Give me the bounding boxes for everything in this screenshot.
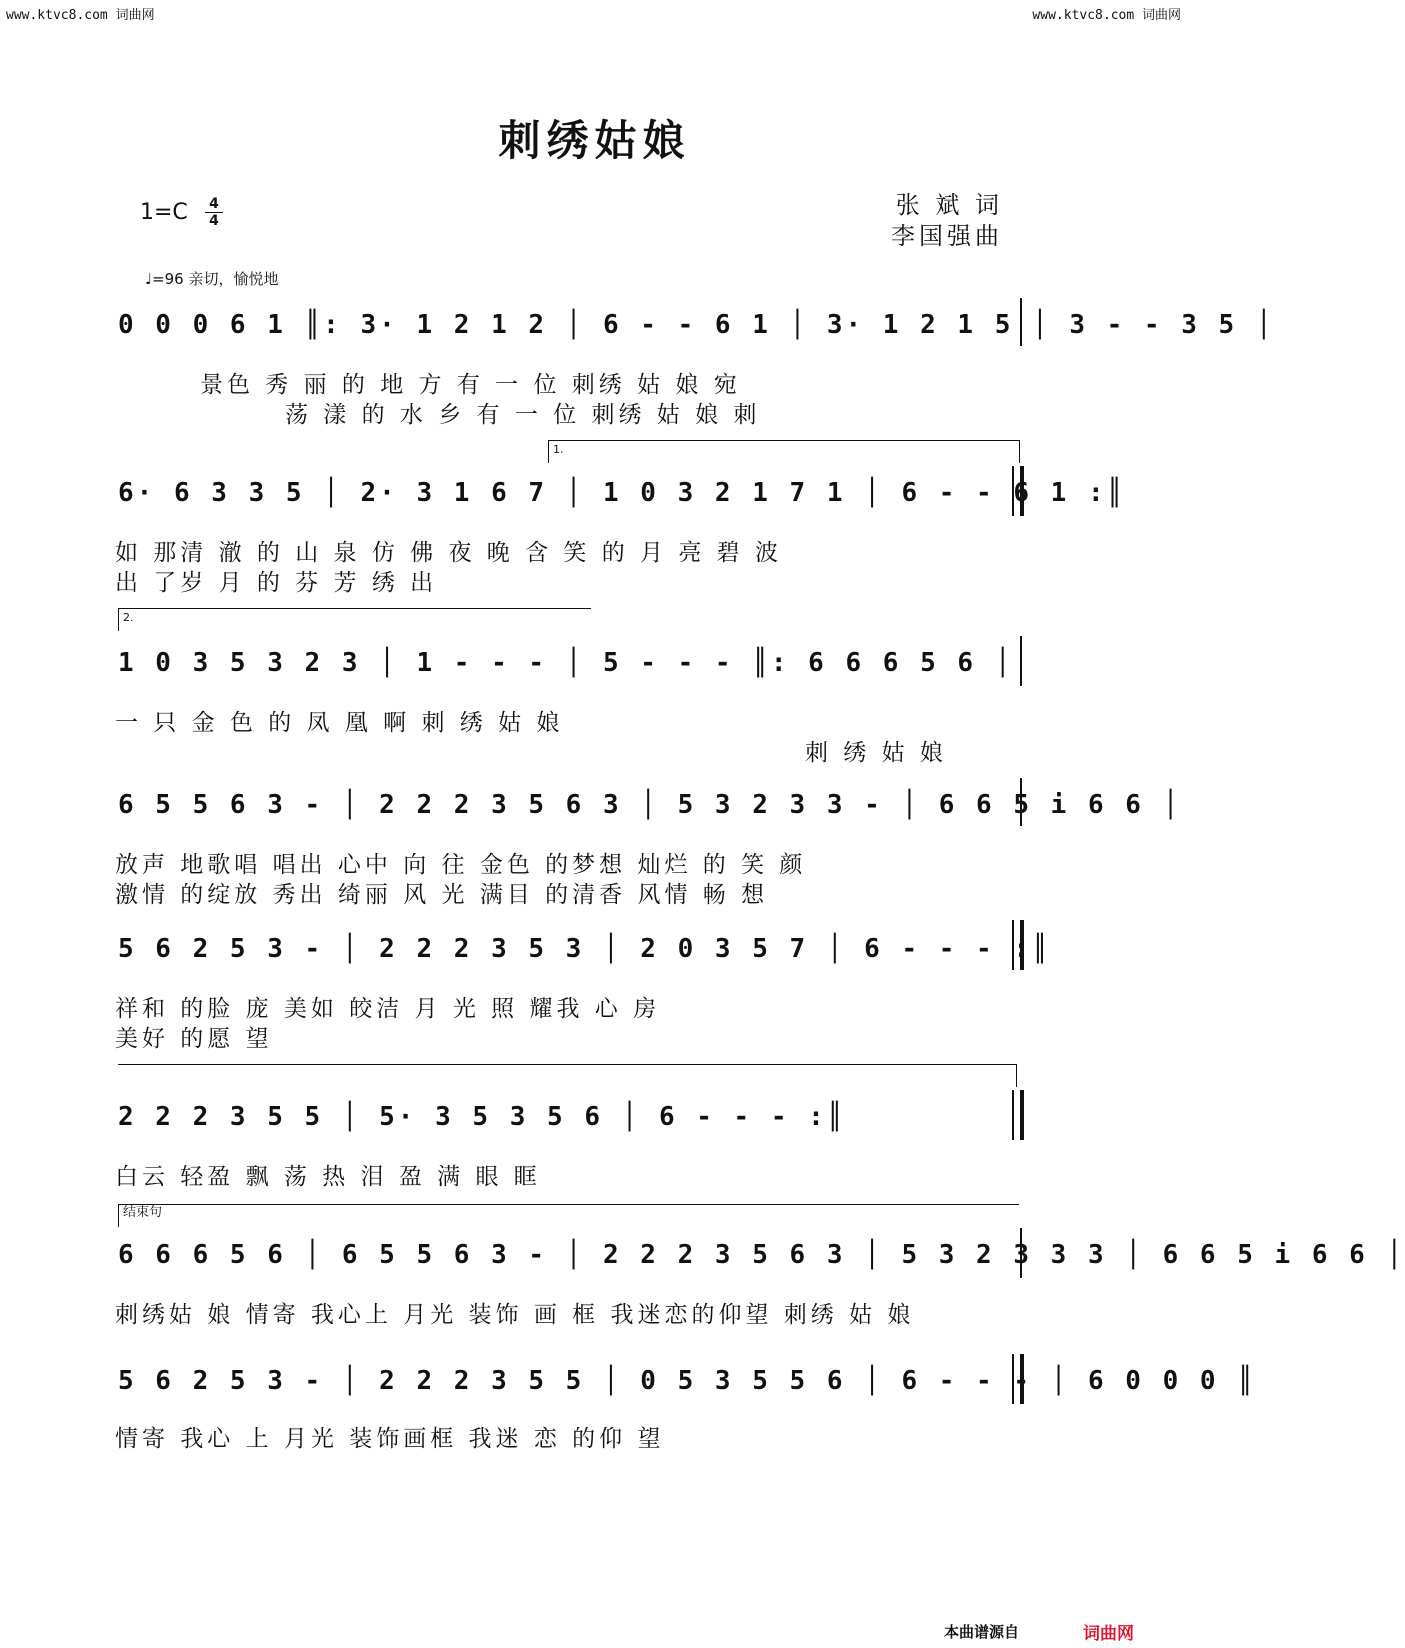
credits xyxy=(891,190,1003,252)
page-title: 刺绣姑娘 xyxy=(498,116,691,165)
repeat-end-barline xyxy=(1012,920,1024,970)
tempo-marking: ♩=96 亲切，愉悦地 xyxy=(145,270,279,288)
lyrics-line-1a: 景色 秀 丽 的 地 方 有 一 位 刺绣 姑 娘 宛 xyxy=(200,372,741,398)
notes-line-1: 0 0 0 6 1 ║: 3· 1 2 1 2 │ 6 - - 6 1 │ 3· 1 2 1 5 │ 3 - - 3 5 │ xyxy=(118,310,1275,340)
lyrics-line-3b: 刺 绣 姑 娘 xyxy=(805,740,947,766)
composer: 李国强曲 xyxy=(891,222,1003,250)
notes-line-8: 5 6 2 5 3 - │ 2 2 2 3 5 5 │ 0 5 3 5 5 6 │ 6 - - - │ 6 0 0 0 ║ xyxy=(118,1366,1256,1396)
notes-line-3: 1 0 3 5 3 2 3 │ 1 - - - │ 5 - - - ║: 6 6 6 5 6 │ xyxy=(118,648,1014,678)
lyrics-line-5a: 祥和 的脸 庞 美如 皎洁 月 光 照 耀我 心 房 xyxy=(115,996,661,1022)
time-signature: 4 4 xyxy=(205,196,223,229)
volta-1-bracket: 1. xyxy=(548,440,1020,463)
notes-line-4: 6 5 5 6 3 - │ 2 2 2 3 5 6 3 │ 5 3 2 3 3 - │ 6 6 5 i 6 6 │ xyxy=(118,790,1182,820)
notes-line-6: 2 2 2 3 5 5 │ 5· 3 5 3 5 6 │ 6 - - - :║ xyxy=(118,1102,846,1132)
lyrics-line-7a: 刺绣姑 娘 情寄 我心上 月光 装饰 画 框 我迷恋的仰望 刺绣 姑 娘 xyxy=(115,1302,915,1328)
lyricist: 张 斌 词 xyxy=(895,191,1003,219)
watermark-right: www.ktvc8.com 词曲网 xyxy=(1032,8,1181,23)
section-bracket xyxy=(118,1064,1017,1087)
notes-line-2: 6· 6 3 3 5 │ 2· 3 1 6 7 │ 1 0 3 2 1 7 1 │ 6 - - 6 1 :║ xyxy=(118,478,1126,508)
repeat-end-barline xyxy=(1012,466,1024,516)
barline xyxy=(1020,1228,1022,1278)
lyrics-line-5b: 美好 的愿 望 xyxy=(115,1026,273,1052)
lyrics-line-4a: 放声 地歌唱 唱出 心中 向 往 金色 的梦想 灿烂 的 笑 颜 xyxy=(115,852,807,878)
barline xyxy=(1020,778,1022,826)
volta-2-bracket: 2. xyxy=(118,608,591,631)
barline xyxy=(1020,298,1022,346)
lyrics-line-2b: 出 了岁 月 的 芬 芳 绣 出 xyxy=(115,570,438,596)
repeat-end-barline xyxy=(1012,1090,1024,1140)
ending-bracket xyxy=(118,1204,1019,1227)
lyrics-line-2a: 如 那清 澈 的 山 泉 仿 佛 夜 晚 含 笑 的 月 亮 碧 波 xyxy=(115,540,782,566)
watermark-left: www.ktvc8.com 词曲网 xyxy=(6,8,155,23)
footer-logo[interactable]: 词曲网 xyxy=(1083,1624,1134,1644)
final-barline xyxy=(1012,1354,1024,1404)
notes-line-7: 6 6 6 5 6 │ 6 5 5 6 3 - │ 2 2 2 3 5 6 3 │ 5 3 2 3 3 3 │ 6 6 5 i 6 6 │ xyxy=(118,1240,1405,1270)
lyrics-line-1b: 荡 漾 的 水 乡 有 一 位 刺绣 姑 娘 刺 xyxy=(285,402,761,428)
lyrics-line-8a: 情寄 我心 上 月光 装饰画框 我迷 恋 的仰 望 xyxy=(115,1426,665,1452)
lyrics-line-4b: 激情 的绽放 秀出 绮丽 风 光 满目 的清香 风情 畅 想 xyxy=(115,882,769,908)
key-signature: 1=C xyxy=(140,200,188,225)
ending-label: 结束句 xyxy=(123,1205,163,1220)
lyrics-line-3a: 一 只 金 色 的 凤 凰 啊 刺 绣 姑 娘 xyxy=(115,710,564,736)
barline xyxy=(1020,636,1022,686)
lyrics-line-6a: 白云 轻盈 飘 荡 热 泪 盈 满 眼 眶 xyxy=(115,1164,541,1190)
footer-source: 本曲谱源自 xyxy=(943,1623,1019,1641)
notes-line-5: 5 6 2 5 3 - │ 2 2 2 3 5 3 │ 2 0 3 5 7 │ 6 - - - :║ xyxy=(118,934,1051,964)
